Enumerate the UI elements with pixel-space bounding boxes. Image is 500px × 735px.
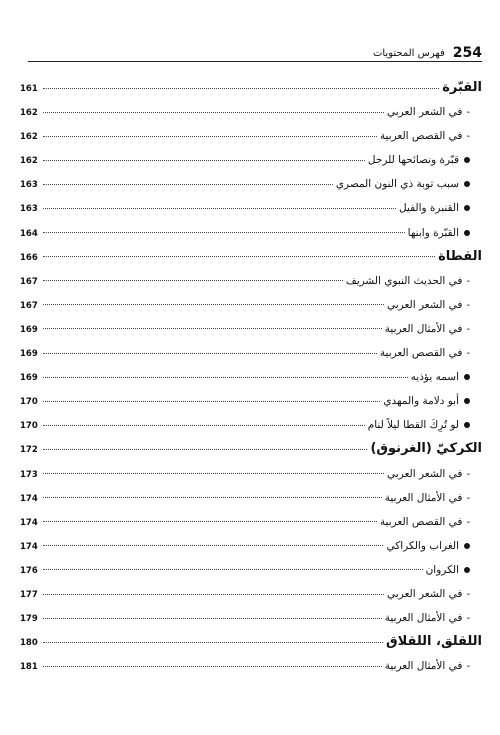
- toc-entry-title: [408, 223, 482, 243]
- dot-leader: [43, 473, 384, 474]
- dash-marker-icon: -: [466, 491, 470, 504]
- toc-entry-text: الكروان: [425, 563, 459, 576]
- toc-entry-title: [387, 102, 482, 122]
- toc-bullet-row: [20, 536, 482, 560]
- dash-marker-icon: -: [466, 515, 470, 528]
- toc-entry-title: [385, 319, 482, 339]
- bullet-icon: [464, 205, 470, 211]
- dot-leader: [43, 112, 384, 113]
- dash-marker-icon: -: [466, 274, 470, 287]
- bullet-icon: [464, 422, 470, 428]
- dot-leader: [43, 425, 365, 426]
- dash-marker-icon: -: [466, 347, 470, 360]
- toc-page-number: 179: [20, 614, 38, 625]
- dot-leader: [43, 377, 408, 378]
- dot-leader: [43, 280, 343, 281]
- dot-leader: [43, 328, 382, 329]
- toc-page-number: 169: [20, 373, 38, 384]
- dot-leader: [43, 232, 405, 233]
- toc-entry-text: في الشعر العربي: [386, 467, 463, 480]
- dash-marker-icon: -: [466, 298, 470, 311]
- toc-entry-title: [346, 271, 482, 291]
- toc-page-number: 169: [20, 324, 38, 335]
- dot-leader: [43, 88, 439, 89]
- dot-leader: [43, 545, 383, 546]
- dot-leader: [43, 353, 377, 354]
- dot-leader: [43, 521, 377, 522]
- dash-marker-icon: -: [466, 130, 470, 143]
- toc-entry-text: في القصص العربية: [379, 515, 463, 528]
- bullet-icon: [464, 398, 470, 404]
- dot-leader: [43, 256, 435, 257]
- toc-page-number: 164: [20, 228, 38, 239]
- toc-entry-title: [386, 536, 482, 556]
- dash-marker-icon: -: [466, 660, 470, 673]
- toc-page-number: 176: [20, 565, 38, 576]
- toc-subentry-row: [20, 608, 482, 632]
- toc-entry-text: في الأمثال العربية: [384, 491, 463, 504]
- toc-entry-text: قبّرة ونصائحها للرجل: [367, 154, 459, 167]
- toc-page-number: 162: [20, 108, 38, 119]
- toc-bullet-row: [20, 174, 482, 198]
- dash-marker-icon: -: [466, 106, 470, 119]
- toc-entry-text: في الشعر العربي: [386, 587, 463, 600]
- toc-entry-text: أبو دلامة والمهدي: [383, 395, 459, 408]
- dot-leader: [43, 594, 384, 595]
- dash-marker-icon: -: [466, 467, 470, 480]
- toc-entry-title: [336, 174, 482, 194]
- toc-entry-title: [380, 512, 482, 532]
- toc-page-number: 166: [20, 252, 38, 263]
- toc-entry-text: في الحديث النبوي الشريف: [345, 274, 463, 287]
- toc-entry-title: [442, 78, 482, 98]
- dot-leader: [43, 666, 382, 667]
- dash-marker-icon: -: [466, 587, 470, 600]
- dot-leader: [43, 449, 367, 450]
- toc-subentry-row: [20, 512, 482, 536]
- toc-page-number: 167: [20, 300, 38, 311]
- toc-subentry-row: [20, 656, 482, 680]
- toc-bullet-row: [20, 150, 482, 174]
- toc-entry-text: القبّرة: [442, 80, 482, 95]
- toc-entry-title: [438, 247, 482, 267]
- toc-bullet-row: [20, 223, 482, 247]
- toc-bullet-row: [20, 560, 482, 584]
- dot-leader: [43, 569, 423, 570]
- dot-leader: [43, 208, 396, 209]
- toc-page-number: 173: [20, 469, 38, 480]
- toc-entry-title: [368, 150, 482, 170]
- toc-subentry-row: [20, 271, 482, 295]
- toc-entry-title: [380, 343, 482, 363]
- header-title: فهرس المحتويات: [372, 48, 445, 59]
- bullet-icon: [464, 230, 470, 236]
- toc-entry-text: القبّرة وابنها: [407, 226, 459, 239]
- toc-entry-title: [370, 439, 482, 459]
- toc-heading-row: [20, 78, 482, 102]
- dot-leader: [43, 642, 383, 643]
- toc-page-number: 163: [20, 180, 38, 191]
- table-of-contents: [20, 78, 482, 680]
- dot-leader: [43, 401, 380, 402]
- bullet-icon: [464, 157, 470, 163]
- toc-entry-title: [386, 632, 482, 652]
- toc-subentry-row: [20, 343, 482, 367]
- toc-entry-text: في الشعر العربي: [386, 298, 463, 311]
- toc-entry-title: [383, 391, 482, 411]
- toc-entry-text: في القصص العربية: [379, 130, 463, 143]
- toc-subentry-row: [20, 126, 482, 150]
- dot-leader: [43, 618, 382, 619]
- toc-entry-text: في القصص العربية: [379, 347, 463, 360]
- bullet-icon: [464, 567, 470, 573]
- toc-entry-text: اللقلق، اللقلاق: [386, 634, 482, 650]
- toc-page-number: 162: [20, 132, 38, 143]
- toc-page-number: 180: [20, 638, 38, 649]
- toc-bullet-row: [20, 415, 482, 439]
- toc-subentry-row: [20, 584, 482, 608]
- toc-bullet-row: [20, 391, 482, 415]
- toc-page-number: 170: [20, 421, 38, 432]
- toc-page-number: 172: [20, 445, 38, 456]
- toc-subentry-row: [20, 488, 482, 512]
- toc-entry-text: القنبرة والفيل: [398, 202, 459, 215]
- toc-entry-text: الكركيّ (الغرنوق): [370, 441, 482, 457]
- toc-heading-row: [20, 632, 482, 656]
- dash-marker-icon: -: [466, 612, 470, 625]
- toc-page-number: 177: [20, 589, 38, 600]
- page-number: 254: [452, 45, 482, 61]
- toc-page-number: 167: [20, 276, 38, 287]
- bullet-icon: [464, 543, 470, 549]
- toc-entry-text: سبب توبة ذي النون المصري: [335, 178, 459, 191]
- toc-entry-text: في الأمثال العربية: [384, 660, 463, 673]
- dot-leader: [43, 160, 365, 161]
- toc-bullet-row: [20, 367, 482, 391]
- toc-entry-title: [411, 367, 482, 387]
- toc-subentry-row: [20, 295, 482, 319]
- toc-page-number: 170: [20, 397, 38, 408]
- toc-entry-title: [426, 560, 482, 580]
- toc-page-number: 169: [20, 349, 38, 360]
- dot-leader: [43, 136, 377, 137]
- toc-entry-title: [380, 126, 482, 146]
- bullet-icon: [464, 374, 470, 380]
- toc-subentry-row: [20, 319, 482, 343]
- toc-page-number: 181: [20, 662, 38, 673]
- toc-entry-text: لو تُرِكَ القطا ليلاً لنام: [367, 419, 459, 432]
- toc-entry-title: [385, 608, 482, 628]
- toc-entry-title: [387, 464, 482, 484]
- toc-entry-text: في الأمثال العربية: [384, 612, 463, 625]
- toc-subentry-row: [20, 464, 482, 488]
- toc-page-number: 161: [20, 84, 38, 94]
- toc-entry-title: [368, 415, 482, 435]
- toc-entry-title: [387, 584, 482, 604]
- dot-leader: [43, 304, 384, 305]
- toc-page-number: 174: [20, 517, 38, 528]
- toc-page-number: 163: [20, 204, 38, 215]
- dot-leader: [43, 497, 382, 498]
- toc-heading-row: [20, 439, 482, 463]
- dash-marker-icon: -: [466, 322, 470, 335]
- dot-leader: [43, 184, 333, 185]
- toc-page-number: 162: [20, 156, 38, 167]
- bullet-icon: [464, 181, 470, 187]
- toc-entry-text: في الشعر العربي: [386, 106, 463, 119]
- toc-page-number: 174: [20, 493, 38, 504]
- page-header: [28, 39, 482, 62]
- toc-entry-text: اسمه يؤذيه: [410, 371, 459, 384]
- toc-entry-text: القطاة: [438, 248, 482, 264]
- toc-entry-title: [385, 488, 482, 508]
- toc-heading-row: [20, 247, 482, 271]
- toc-bullet-row: [20, 198, 482, 222]
- toc-entry-text: الغراب والكراكي: [386, 539, 459, 552]
- toc-entry-text: في الأمثال العربية: [384, 322, 463, 335]
- toc-page-number: 174: [20, 541, 38, 552]
- toc-entry-title: [385, 656, 482, 676]
- toc-subentry-row: [20, 102, 482, 126]
- toc-entry-title: [387, 295, 482, 315]
- toc-entry-title: [399, 198, 482, 218]
